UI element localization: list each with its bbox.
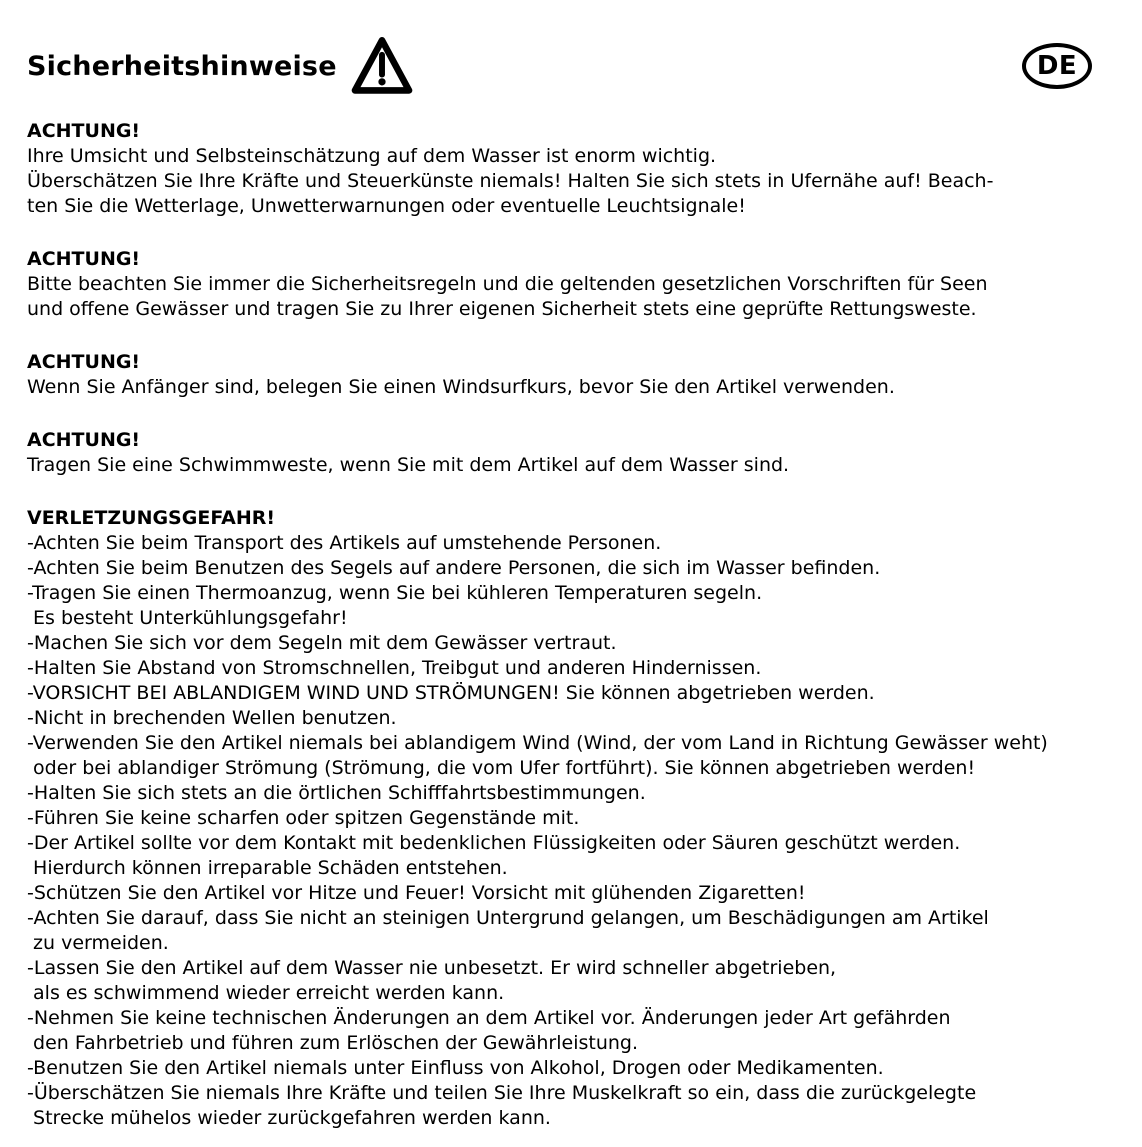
instruction-section xyxy=(27,119,1138,219)
instruction-line: Hierdurch können irreparable Schäden entstehen. xyxy=(27,857,508,879)
instruction-line: Tragen Sie eine Schwimmweste, wenn Sie mit dem Artikel auf dem Wasser sind. xyxy=(27,454,790,476)
instruction-line: -Halten Sie Abstand von Stromschnellen, Treibgut und anderen Hindernissen. xyxy=(27,657,762,679)
instruction-line: zu vermeiden. xyxy=(27,932,169,954)
instruction-line: -Nehmen Sie keine technischen Änderungen an dem Artikel vor. Änderungen jeder Art gefährden xyxy=(27,1007,951,1029)
section-heading: VERLETZUNGSGEFAHR! xyxy=(27,507,276,529)
language-badge-label: DE xyxy=(1036,51,1078,81)
page-header xyxy=(27,34,1116,98)
instruction-line: Wenn Sie Anfänger sind, belegen Sie einen Windsurfkurs, bevor Sie den Artikel verwenden. xyxy=(27,376,895,398)
instruction-line: als es schwimmend wieder erreicht werden kann. xyxy=(27,982,505,1004)
instruction-line: -Führen Sie keine scharfen oder spitzen Gegenstände mit. xyxy=(27,807,580,829)
warning-triangle-icon xyxy=(349,35,415,97)
instruction-line: und offene Gewässer und tragen Sie zu Ihrer eigenen Sicherheit stets eine geprüfte Rettungsweste. xyxy=(27,298,977,320)
instruction-section xyxy=(27,506,1138,1131)
language-badge xyxy=(1022,43,1092,89)
instruction-line: -Verwenden Sie den Artikel niemals bei ablandigem Wind (Wind, der vom Land in Richtung Gewässer weht) xyxy=(27,732,1048,754)
section-lines xyxy=(27,531,1138,1131)
instruction-line: -Nicht in brechenden Wellen benutzen. xyxy=(27,707,397,729)
section-heading: ACHTUNG! xyxy=(27,248,141,270)
instruction-line: Überschätzen Sie Ihre Kräfte und Steuerkünste niemals! Halten Sie sich stets in Ufernähe auf! Beach- xyxy=(27,170,994,192)
instruction-line: -Halten Sie sich stets an die örtlichen Schifffahrtsbestimmungen. xyxy=(27,782,646,804)
instruction-line: Ihre Umsicht und Selbsteinschätzung auf dem Wasser ist enorm wichtig. xyxy=(27,145,717,167)
instruction-line: Es besteht Unterkühlungsgefahr! xyxy=(27,607,348,629)
section-lines xyxy=(27,144,1138,219)
instruction-line: Strecke mühelos wieder zurückgefahren werden kann. xyxy=(27,1107,551,1129)
instruction-line: -Lassen Sie den Artikel auf dem Wasser nie unbesetzt. Er wird schneller abgetrieben, xyxy=(27,957,837,979)
instruction-line: -Achten Sie darauf, dass Sie nicht an steinigen Untergrund gelangen, um Beschädigungen am Artikel xyxy=(27,907,989,929)
instruction-line: -Der Artikel sollte vor dem Kontakt mit bedenklichen Flüssigkeiten oder Säuren geschützt werden. xyxy=(27,832,961,854)
instruction-section xyxy=(27,350,1138,400)
section-lines xyxy=(27,272,1138,322)
instruction-line: Bitte beachten Sie immer die Sicherheitsregeln und die geltenden gesetzlichen Vorschriften für Seen xyxy=(27,273,988,295)
section-heading: ACHTUNG! xyxy=(27,429,141,451)
instruction-line: -Achten Sie beim Benutzen des Segels auf andere Personen, die sich im Wasser befinden. xyxy=(27,557,881,579)
instruction-line: -Tragen Sie einen Thermoanzug, wenn Sie bei kühleren Temperaturen segeln. xyxy=(27,582,763,604)
instruction-section xyxy=(27,428,1138,478)
instructions-content xyxy=(27,119,1138,1131)
page-title: Sicherheitshinweise xyxy=(27,50,337,82)
section-lines xyxy=(27,375,1138,400)
instruction-line: -VORSICHT BEI ABLANDIGEM WIND UND STRÖMUNGEN! Sie können abgetrieben werden. xyxy=(27,682,875,704)
section-heading: ACHTUNG! xyxy=(27,351,141,373)
instruction-line: den Fahrbetrieb und führen zum Erlöschen der Gewährleistung. xyxy=(27,1032,639,1054)
instruction-line: ten Sie die Wetterlage, Unwetterwarnungen oder eventuelle Leuchtsignale! xyxy=(27,195,746,217)
instruction-line: -Benutzen Sie den Artikel niemals unter Einfluss von Alkohol, Drogen oder Medikamenten. xyxy=(27,1057,884,1079)
instruction-line: -Achten Sie beim Transport des Artikels auf umstehende Personen. xyxy=(27,532,662,554)
section-lines xyxy=(27,453,1138,478)
instruction-line: -Schützen Sie den Artikel vor Hitze und Feuer! Vorsicht mit glühenden Zigaretten! xyxy=(27,882,806,904)
section-heading: ACHTUNG! xyxy=(27,120,141,142)
instruction-line: oder bei ablandiger Strömung (Strömung, die vom Ufer fortführt). Sie können abgetrieben werden! xyxy=(27,757,976,779)
instruction-section xyxy=(27,247,1138,322)
instruction-line: -Machen Sie sich vor dem Segeln mit dem Gewässer vertraut. xyxy=(27,632,617,654)
instruction-line: -Überschätzen Sie niemals Ihre Kräfte und teilen Sie Ihre Muskelkraft so ein, dass die zurückgelegte xyxy=(27,1082,977,1104)
